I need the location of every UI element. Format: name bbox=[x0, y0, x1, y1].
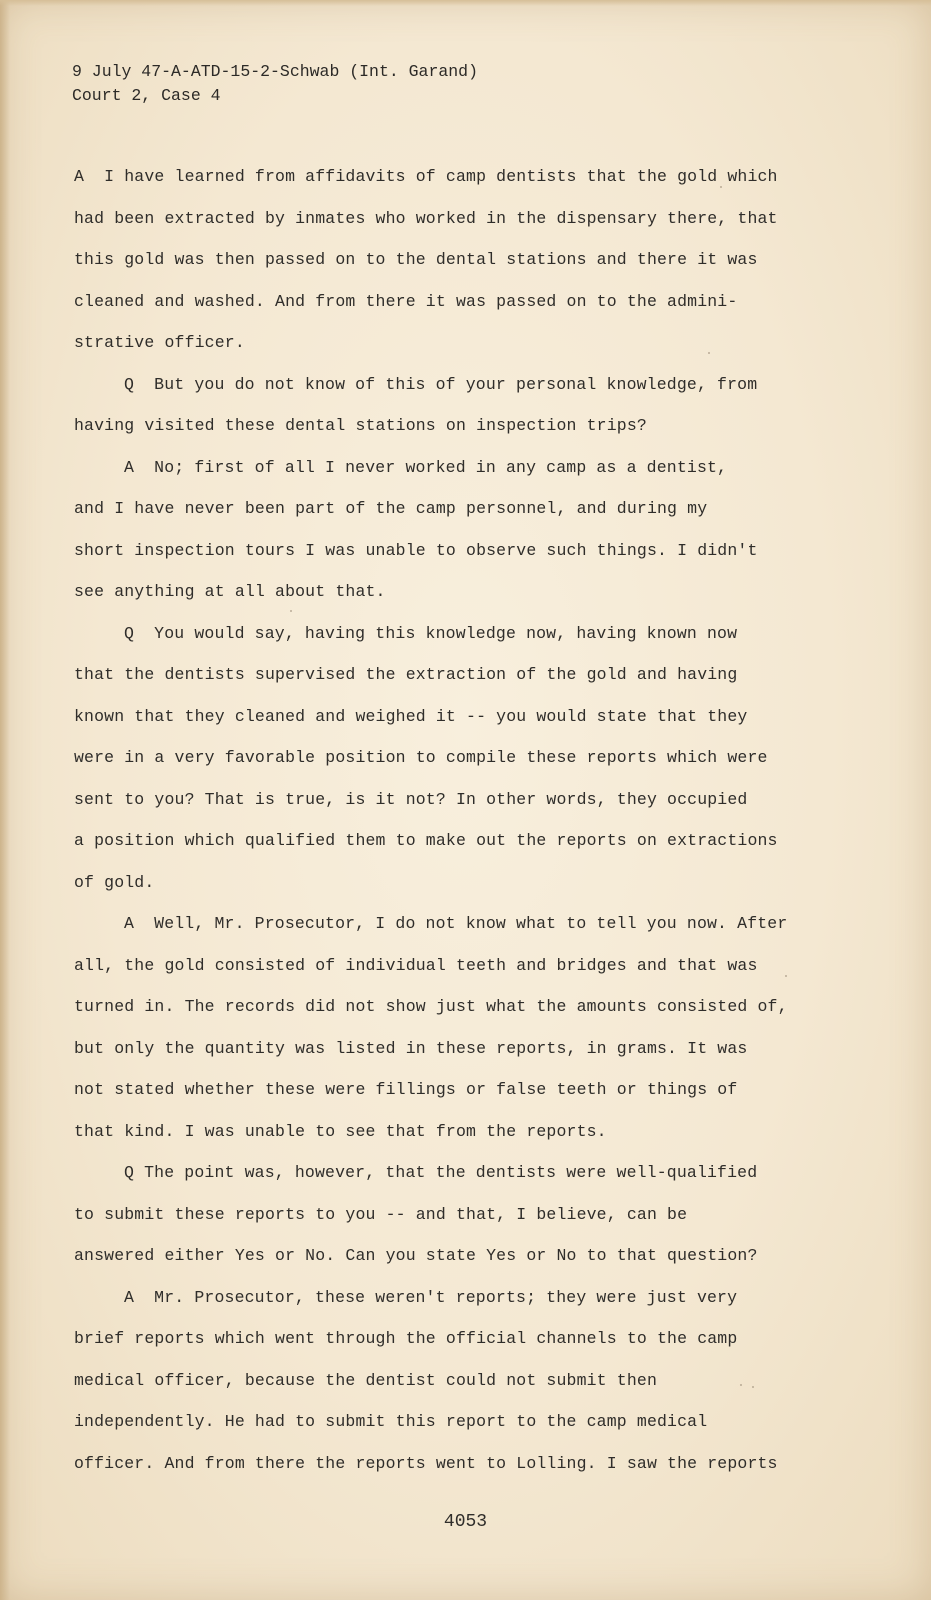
transcript-line: turned in. The records did not show just what the amounts consisted of, bbox=[74, 997, 788, 1016]
transcript-line: that kind. I was unable to see that from the reports. bbox=[74, 1121, 607, 1141]
transcript-line: A Mr. Prosecutor, these weren't reports; they were just very bbox=[124, 1287, 738, 1307]
transcript-line: having visited these dental stations on inspection trips? bbox=[74, 416, 647, 435]
transcript-line: known that they cleaned and weighed it -- you would state that they bbox=[74, 706, 748, 726]
transcript-line: strative officer. bbox=[74, 333, 245, 352]
transcript-line: brief reports which went through the official channels to the camp bbox=[74, 1329, 738, 1348]
transcript-line: to submit these reports to you -- and that, I believe, can be bbox=[74, 1204, 688, 1224]
paper-speck bbox=[708, 352, 710, 354]
transcript-line: see anything at all about that. bbox=[74, 582, 386, 601]
transcript-line: sent to you? That is true, is it not? In other words, they occupied bbox=[74, 789, 748, 809]
transcript-line: independently. He had to submit this report to the camp medical bbox=[74, 1412, 708, 1431]
page-top-shadow bbox=[0, 0, 931, 6]
transcript-line: but only the quantity was listed in these reports, in grams. It was bbox=[74, 1038, 748, 1058]
paper-speck bbox=[720, 186, 722, 188]
transcript-body bbox=[74, 156, 834, 1484]
header-case-reference: 9 July 47-A-ATD-15-2-Schwab (Int. Garand) bbox=[72, 62, 478, 81]
transcript-line: had been extracted by inmates who worked in the dispensary there, that bbox=[74, 208, 778, 228]
header-court-case: Court 2, Case 4 bbox=[72, 86, 221, 105]
transcript-line: were in a very favorable position to compile these reports which were bbox=[74, 748, 768, 767]
transcript-line: this gold was then passed on to the dental stations and there it was bbox=[74, 250, 758, 269]
transcript-line: all, the gold consisted of individual teeth and bridges and that was bbox=[74, 955, 758, 975]
page-edge-shadow bbox=[0, 0, 10, 1600]
transcript-line: cleaned and washed. And from there it was passed on to the admini- bbox=[74, 291, 738, 311]
transcript-line: Q The point was, however, that the dentists were well-qualified bbox=[124, 1163, 758, 1182]
paper-speck bbox=[290, 610, 292, 612]
transcript-line: Q But you do not know of this of your personal knowledge, from bbox=[124, 374, 758, 394]
page-number: 4053 bbox=[443, 1512, 488, 1532]
paper-speck bbox=[740, 1384, 742, 1386]
transcript-line: Q You would say, having this knowledge now, having known now bbox=[124, 623, 738, 643]
transcript-line: a position which qualified them to make out the reports on extractions bbox=[74, 831, 778, 850]
paper-speck bbox=[752, 1386, 754, 1388]
transcript-line: answered either Yes or No. Can you state Yes or No to that question? bbox=[74, 1246, 758, 1265]
transcript-line: A Well, Mr. Prosecutor, I do not know what to tell you now. After bbox=[124, 914, 788, 933]
transcript-line: A No; first of all I never worked in any camp as a dentist, bbox=[124, 457, 728, 477]
transcript-line: that the dentists supervised the extraction of the gold and having bbox=[74, 665, 738, 684]
transcript-line: officer. And from there the reports went to Lolling. I saw the reports bbox=[74, 1453, 778, 1473]
paper-speck bbox=[785, 975, 787, 977]
transcript-line: and I have never been part of the camp personnel, and during my bbox=[74, 499, 708, 518]
transcript-line: of gold. bbox=[74, 872, 155, 892]
transcript-line: A I have learned from affidavits of camp dentists that the gold which bbox=[74, 167, 778, 186]
document-header bbox=[72, 60, 478, 108]
transcript-line: short inspection tours I was unable to observe such things. I didn't bbox=[74, 540, 758, 560]
transcript-line: not stated whether these were fillings or false teeth or things of bbox=[74, 1080, 738, 1099]
transcript-line: medical officer, because the dentist could not submit then bbox=[74, 1370, 657, 1390]
